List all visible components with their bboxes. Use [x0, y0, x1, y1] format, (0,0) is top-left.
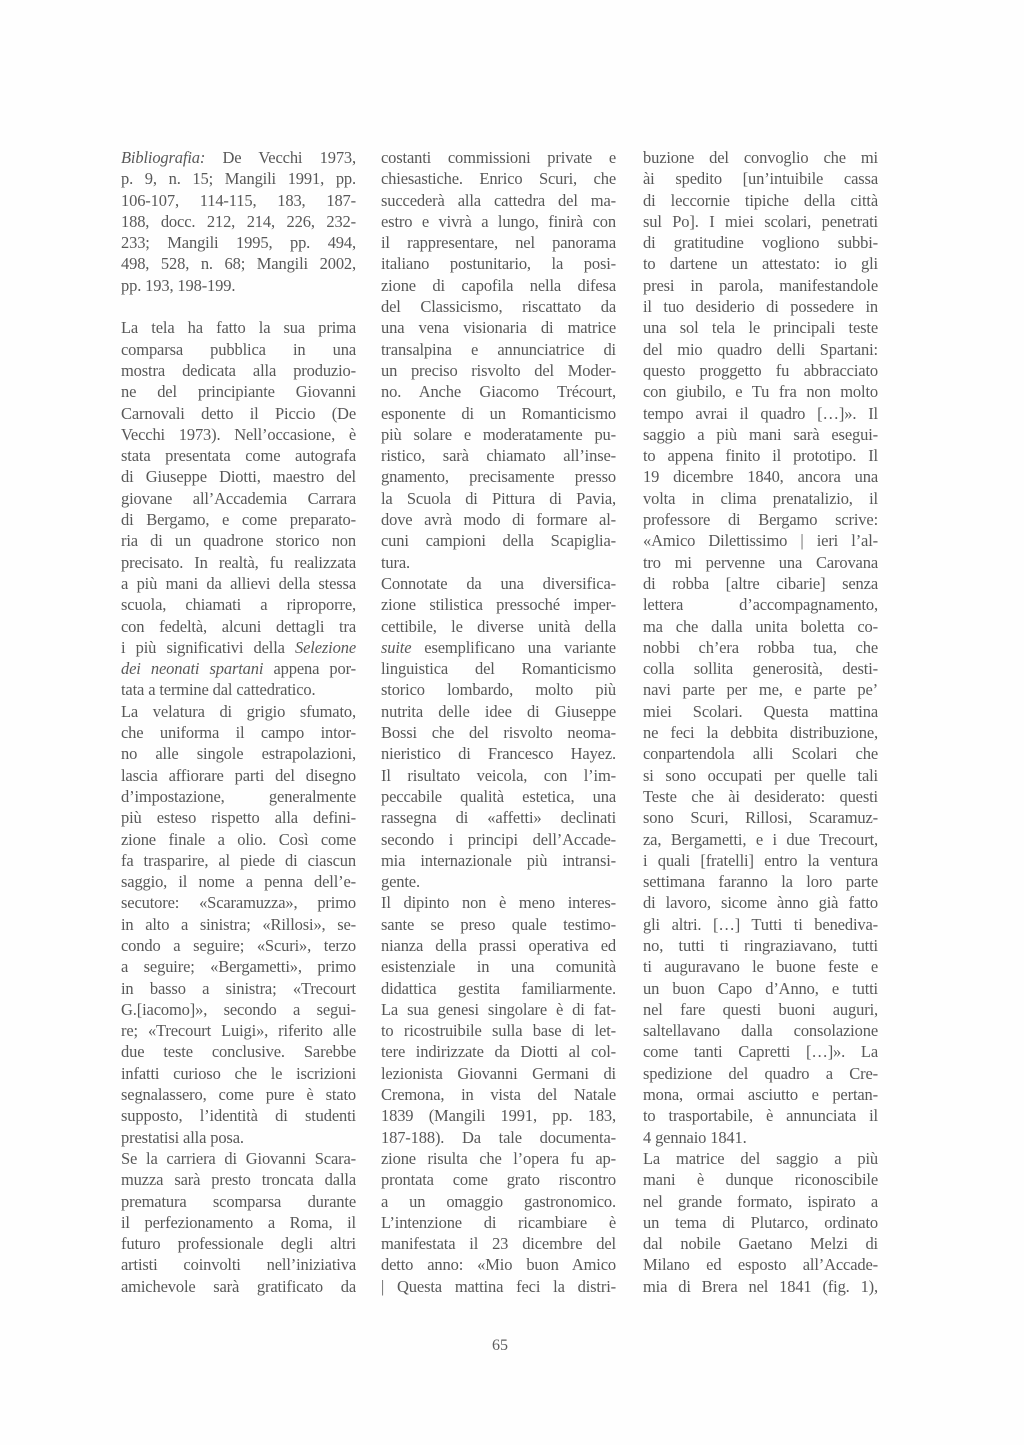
text-line: manifestata il 23 dicembre del	[381, 1234, 616, 1254]
text-line: tura.	[381, 552, 411, 572]
text-line: tro mi pervenne una Carovana	[643, 552, 878, 572]
paragraph	[121, 317, 356, 700]
text-line: italiano postunitario, la posi-	[381, 254, 616, 274]
text-line: come tanti Capretti […]». La	[643, 1042, 878, 1062]
text-line: scuola, chiamati a riproporre,	[121, 595, 356, 615]
text-line: tempo avrai il quadro […]». Il	[643, 403, 878, 423]
text-line: p. 9, n. 15; Mangili 1991, pp.	[121, 169, 356, 189]
text-line: nutrita delle idee di Giuseppe	[381, 701, 616, 721]
text-line: no. Anche Giacomo Trécourt,	[381, 382, 616, 402]
text-line: mona, ormai asciutto e pertan-	[643, 1085, 878, 1105]
text-line: La velatura di grigio sfumato,	[121, 701, 356, 721]
paragraph	[381, 147, 616, 573]
text-line: zione finale a olio. Così come	[121, 829, 356, 849]
text-line: il perfezionamento a Roma, il	[121, 1212, 356, 1232]
text-line: La sua genesi singolare è di fat-	[381, 999, 616, 1019]
text-line: saltellavano dalla consolazione	[643, 1021, 878, 1041]
text-line: la Scuola di Pittura di Pavia,	[381, 488, 616, 508]
text-line: questo proggetto fu abbracciato	[643, 360, 878, 380]
text-line: Cremona, in vista del Natale	[381, 1085, 616, 1105]
text-line: un preciso risvolto del Moder-	[381, 360, 616, 380]
text-line: L’intenzione di ricambiare è	[381, 1212, 616, 1232]
text-line: muzza sarà presto troncata dalla	[121, 1170, 356, 1190]
text-line: miei Scolari. Questa mattina	[643, 701, 878, 721]
text-line: una vena visionaria di matrice	[381, 318, 616, 338]
text-line: presi in parola, manifestandole	[643, 275, 878, 295]
text-line: 233; Mangili 1995, pp. 494,	[121, 233, 356, 253]
text-line: del Classicismo, riscattato da	[381, 297, 616, 317]
paragraph	[643, 147, 878, 1148]
text-line: con fedeltà, alcuni dettagli tra	[121, 616, 356, 636]
text-line: settimana faranno la loro parte	[643, 872, 878, 892]
text-line: to ricostruibile sulla base di let-	[381, 1021, 616, 1041]
text-line: artisti coinvolti nell’iniziativa	[121, 1255, 356, 1275]
text-line: dove avrà modo di formare al-	[381, 510, 616, 530]
text-line: futuro professionale degli altri	[121, 1234, 356, 1254]
text-line: due teste conclusive. Sarebbe	[121, 1042, 356, 1062]
text-line: di gratitudine vogliono subbi-	[643, 233, 878, 253]
text-line: comparsa pubblica in una	[121, 339, 356, 359]
text-line: no, tutti ti ringraziavano, tutti	[643, 935, 878, 955]
text-line: di leccornie tipiche della città	[643, 190, 878, 210]
text-line: saggio, il nome a penna dell’e-	[121, 872, 356, 892]
paragraph	[121, 147, 356, 296]
text-line: G.[iacomo]», secondo a segui-	[121, 999, 356, 1019]
text-line: detto anno: «Mio buon Amico	[381, 1255, 616, 1275]
page-number: 65	[492, 1337, 508, 1354]
text-line: a un omaggio gastronomico.	[381, 1191, 616, 1211]
text-line: una sol tela le principali teste	[643, 318, 878, 338]
text-line: in basso a sinistra; «Trecourt	[121, 978, 356, 998]
text-line: nieristico di Francesco Hayez.	[381, 744, 616, 764]
text-line: stata presentata come autografa	[121, 446, 356, 466]
text-line: lettera d’accompagnamento,	[643, 595, 878, 615]
text-line: pp. 193, 198-199.	[121, 275, 236, 295]
text-line: Se la carriera di Giovanni Scara-	[121, 1148, 356, 1168]
text-line: che uniforma il campo intor-	[121, 723, 356, 743]
text-line: sante se preso quale testimo-	[381, 914, 616, 934]
text-line: to trasportabile, è annunciata il	[643, 1106, 878, 1126]
text-line: secondo i principi dell’Accade-	[381, 829, 616, 849]
text-line: navi parte per me, e parte pe’	[643, 680, 878, 700]
text-line: ma che dalla unita boletta co-	[643, 616, 878, 636]
text-line: zione di capofila nella difesa	[381, 275, 616, 295]
text-line: fa trasparire, al piede di ciascun	[121, 850, 356, 870]
text-line: prontata come grato riscontro	[381, 1170, 616, 1190]
text-line: conpartendola alli Scolari che	[643, 744, 878, 764]
text-line: linguistica del Romanticismo	[381, 659, 616, 679]
text-line: infatti curioso che le iscrizioni	[121, 1063, 356, 1083]
text-line: a seguire; «Bergametti», primo	[121, 957, 356, 977]
text-line: si sono occupati per quelle tali	[643, 765, 878, 785]
text-line: rassegna di «affetti» declinati	[381, 808, 616, 828]
paragraph	[121, 1148, 356, 1297]
text-line: didattica gestita familiarmente.	[381, 978, 616, 998]
text-line: La matrice del saggio a più	[643, 1148, 878, 1168]
text-line: condo a seguire; «Scuri», terzo	[121, 935, 356, 955]
text-line: lezionista Giovanni Germani di	[381, 1063, 616, 1083]
text-line: no alle singole estrapolazioni,	[121, 744, 356, 764]
text-line: mostra dedicata alla produzio-	[121, 360, 356, 380]
text-line: esistenziale in una comunità	[381, 957, 616, 977]
text-line: ne del principiante Giovanni	[121, 382, 356, 402]
text-line: 187-188). Da tale documenta-	[381, 1127, 616, 1147]
text-line: estro e vivrà a lungo, finirà con	[381, 211, 616, 231]
text-line: cuni campioni della Scapiglia-	[381, 531, 616, 551]
text-line: dal nobile Gaetano Melzi di	[643, 1234, 878, 1254]
text-line: La tela ha fatto la sua prima	[121, 318, 356, 338]
text-line: ria di un quadrone storico non	[121, 531, 356, 551]
text-line: Bibliografia: De Vecchi 1973,	[121, 148, 356, 167]
text-line: a più mani da allievi della stessa	[121, 573, 356, 593]
text-line: professore di Bergamo scrive:	[643, 510, 878, 530]
text-line: suite esemplificano una variante	[381, 637, 616, 657]
text-line: cettibile, le diverse unità della	[381, 616, 616, 636]
text-line: Il risultato veicola, con l’im-	[381, 765, 616, 785]
text-line: secutore: «Scaramuzza», primo	[121, 893, 356, 913]
text-line: del mio quadro delli Spartani:	[643, 339, 878, 359]
text-line: nobbi ch’era robba tua, che	[643, 637, 878, 657]
text-line: ristico, sarà chiamato all’inse-	[381, 446, 616, 466]
text-line: ti auguravano le buone feste e	[643, 957, 878, 977]
text-line: za, Bergametti, e i due Trecourt,	[643, 829, 878, 849]
text-line: più solare e moderatamente pu-	[381, 424, 616, 444]
text-column-3	[643, 147, 878, 1297]
text-line: supposto, l’identità di studenti	[121, 1106, 356, 1126]
text-line: di lavoro, sicome ànno già fatto	[643, 893, 878, 913]
paragraph	[381, 892, 616, 1297]
text-line: in alto a sinistra; «Rillosi», se-	[121, 914, 356, 934]
text-line: i più significativi della Selezione	[121, 637, 356, 657]
text-line: precisato. In realtà, fu realizzata	[121, 552, 356, 572]
text-line: 188, docc. 212, 214, 226, 232-	[121, 211, 356, 231]
text-line: Teste che ài desiderato: questi	[643, 786, 878, 806]
text-line: «Amico Dilettissimo | ieri l’al-	[643, 531, 878, 551]
text-line: ài spedito [un’intuibile cassa	[643, 169, 878, 189]
text-line: mia internazionale più intransi-	[381, 850, 616, 870]
text-line: prematura scomparsa durante	[121, 1191, 356, 1211]
text-line: succederà alla cattedra del ma-	[381, 190, 616, 210]
text-line: chiesastiche. Enrico Scuri, che	[381, 169, 616, 189]
text-column-2	[381, 147, 616, 1297]
paragraph	[643, 1148, 878, 1297]
text-line: 19 dicembre 1840, ancora una	[643, 467, 878, 487]
text-line: dei neonati spartani appena por-	[121, 659, 356, 679]
text-line: gli altri. […] Tutti ti benediva-	[643, 914, 878, 934]
text-line: to dartene un attestato: io gli	[643, 254, 878, 274]
text-line: Il dipinto non è meno interes-	[381, 893, 616, 913]
text-line: lascia affiorare parti del disegno	[121, 765, 356, 785]
text-line: nianza della prassi operativa ed	[381, 935, 616, 955]
text-line: un buon Capo d’Anno, e tutti	[643, 978, 878, 998]
text-line: 1839 (Mangili 1991, pp. 183,	[381, 1106, 616, 1126]
text-line: 4 gennaio 1841.	[643, 1127, 747, 1147]
text-line: | Questa mattina feci la distri-	[381, 1276, 616, 1296]
text-line: transalpina e annunciatrice di	[381, 339, 616, 359]
text-line: di robba [altre cibarie] senza	[643, 573, 878, 593]
text-line: mia di Brera nel 1841 (fig. 1),	[643, 1276, 878, 1296]
text-line: re; «Trecourt Luigi», riferito alle	[121, 1021, 356, 1041]
text-line: buzione del convoglio che mi	[643, 148, 878, 167]
text-line: volta in clima prenatalizio, il	[643, 488, 878, 508]
text-line: di Giuseppe Diotti, maestro del	[121, 467, 356, 487]
text-line: segnalassero, come pure è stato	[121, 1085, 356, 1105]
text-line: to appena finito il prototipo. Il	[643, 446, 878, 466]
text-line: colla sollita generosità, desti-	[643, 659, 878, 679]
text-line: Vecchi 1973). Nell’occasione, è	[121, 424, 356, 444]
text-line: 106-107, 114-115, 183, 187-	[121, 190, 356, 210]
text-line: sono Scuri, Rillosi, Scaramuz-	[643, 808, 878, 828]
text-line: peccabile qualità estetica, una	[381, 786, 616, 806]
text-line: più esteso rispetto alla defini-	[121, 808, 356, 828]
text-line: i quali [fratelli] entro la ventura	[643, 850, 878, 870]
text-line: d’impostazione, generalmente	[121, 786, 356, 806]
text-line: ne feci la debbita distribuzione,	[643, 723, 878, 743]
text-line: nel fare questi buoni auguri,	[643, 999, 878, 1019]
text-line: un tema di Plutarco, ordinato	[643, 1212, 878, 1232]
text-line: mani è dunque riconoscibile	[643, 1170, 878, 1190]
text-line: giovane all’Accademia Carrara	[121, 488, 356, 508]
text-column-1	[121, 147, 356, 1297]
text-line: Carnovali detto il Piccio (De	[121, 403, 356, 423]
text-line: prestatisi alla posa.	[121, 1127, 244, 1147]
text-line: zione risulta che l’opera fu ap-	[381, 1148, 616, 1168]
text-line: Connotate da una diversifica-	[381, 573, 616, 593]
text-line: nel grande formato, ispirato a	[643, 1191, 878, 1211]
text-line: Milano ed esposto all’Accade-	[643, 1255, 878, 1275]
text-line: di Bergamo, e come preparato-	[121, 510, 356, 530]
text-line: con giubilo, e Tu fra non molto	[643, 382, 878, 402]
text-line: tata a termine dal cattedratico.	[121, 680, 316, 700]
text-line: sul Po]. I miei scolari, penetrati	[643, 211, 878, 231]
text-line: il rappresentare, nel panorama	[381, 233, 616, 253]
text-line: saggio a più mani sarà esegui-	[643, 424, 878, 444]
text-line: spedizione del quadro a Cre-	[643, 1063, 878, 1083]
text-line: costanti commissioni private e	[381, 148, 616, 167]
text-line: gnamento, precisamente presso	[381, 467, 616, 487]
text-line: il tuo desiderio di possedere in	[643, 297, 878, 317]
paragraph	[381, 573, 616, 892]
text-line: storico lombardo, molto più	[381, 680, 616, 700]
text-line: gente.	[381, 872, 420, 892]
text-line: tere indirizzate da Diotti al col-	[381, 1042, 616, 1062]
text-line: Bossi che del risvolto neoma-	[381, 723, 616, 743]
text-line: 498, 528, n. 68; Mangili 2002,	[121, 254, 356, 274]
text-line: amichevole sarà gratificato da	[121, 1276, 356, 1296]
paragraph	[121, 701, 356, 1148]
text-line: zione stilistica pressoché imper-	[381, 595, 616, 615]
text-line: esponente di un Romanticismo	[381, 403, 616, 423]
